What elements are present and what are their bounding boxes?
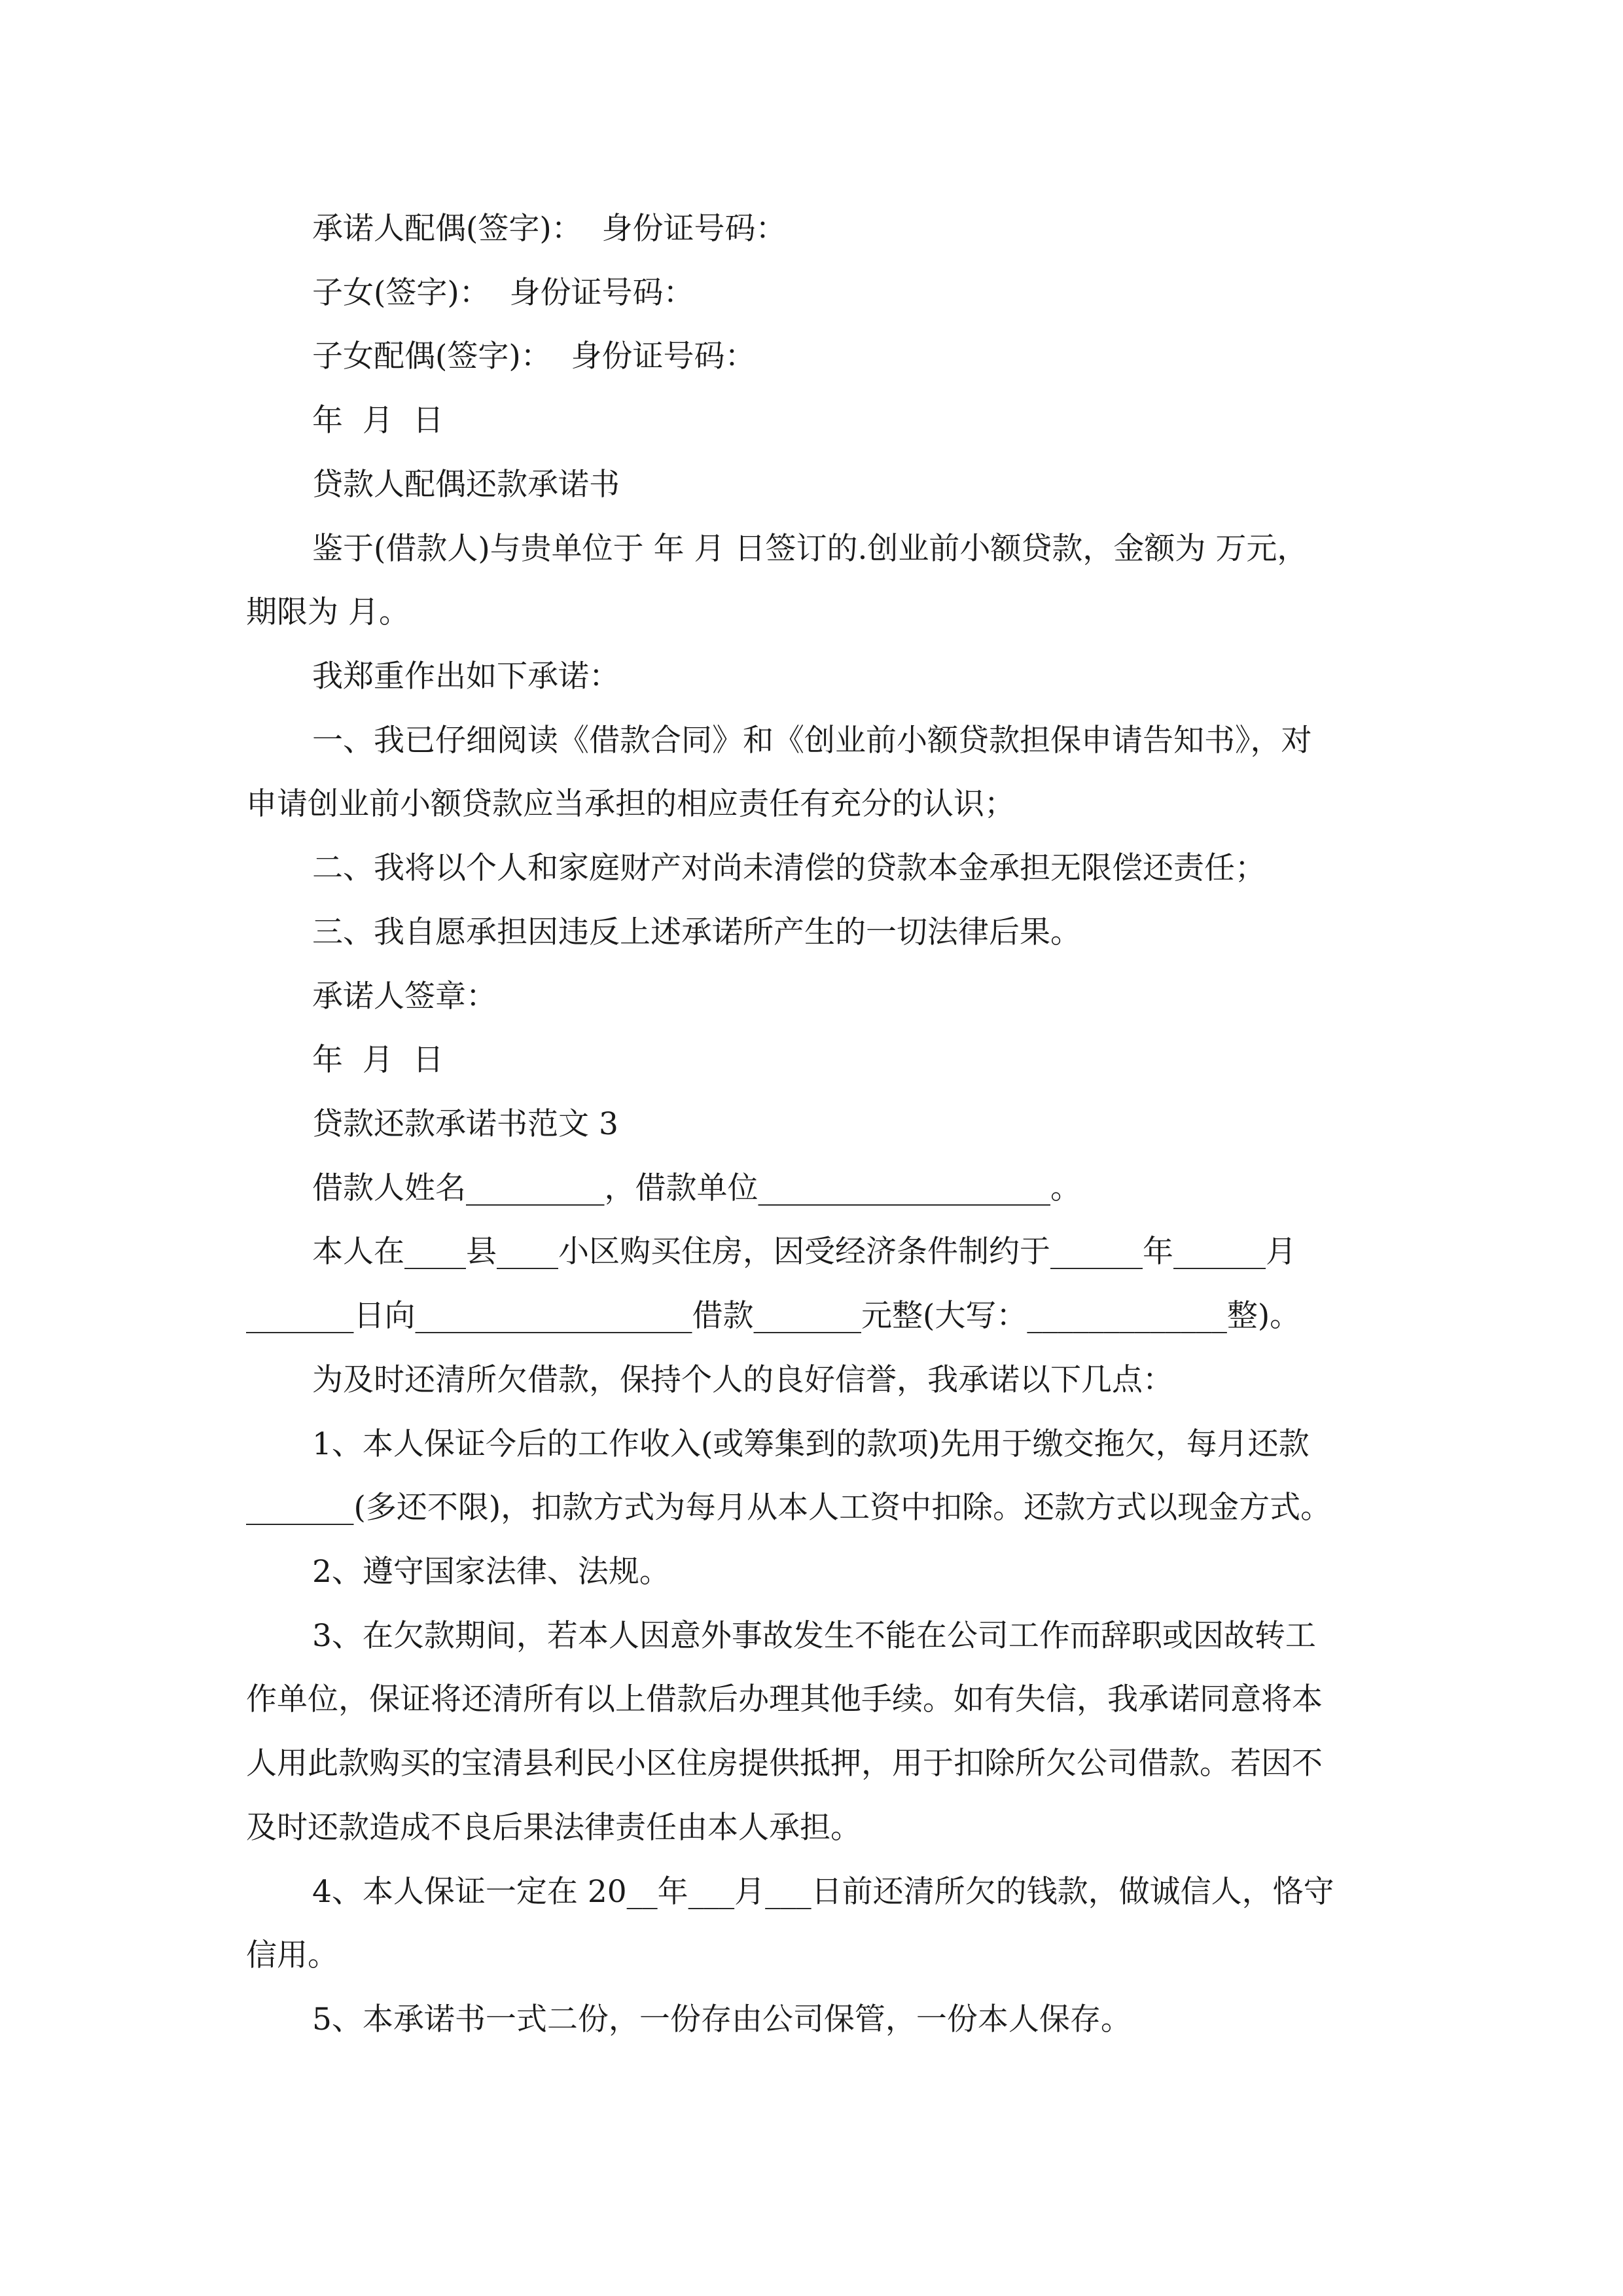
list-item: 4、本人保证一定在 20__年___月___日前还清所欠的钱款，做诚信人，恪守 [312,1874,1334,1910]
list-item: 5、本承诺书一式二份，一份存由公司保管，一份本人保存。 [312,2001,1132,2037]
list-item-continuation: 申请创业前小额贷款应当承担的相应责任有充分的认识； [246,786,1015,822]
spouse-signature-line: 承诺人配偶(签字)： 身份证号码： [312,211,787,247]
signature-line: 承诺人签章： [312,978,497,1014]
section-title: 贷款还款承诺书范文 3 [312,1106,618,1142]
section-title: 贷款人配偶还款承诺书 [312,467,620,503]
paragraph-line: 鉴于(借款人)与贵单位于 年 月 日签订的.创业前小额贷款，金额为 万元， [312,531,1308,567]
list-item: 二、我将以个人和家庭财产对尚未清偿的贷款本金承担无限偿还责任； [312,850,1266,886]
list-item-continuation: 及时还款造成不良后果法律责任由本人承担。 [246,1810,861,1846]
list-item-continuation: 人用此款购买的宝清县利民小区住房提供抵押，用于扣除所欠公司借款。若因不 [246,1746,1323,1782]
form-line: 本人在____县____小区购买住房，因受经济条件制约于______年______月 [312,1234,1296,1270]
date-line: 年 月 日 [312,403,444,439]
list-item: 一、我已仔细阅读《借款合同》和《创业前小额贷款担保申请告知书》，对 [312,723,1312,759]
list-item: 3、在欠款期间，若本人因意外事故发生不能在公司工作而辞职或因故转工 [312,1618,1316,1654]
paragraph-line: 我郑重作出如下承诺： [312,658,620,694]
child-spouse-signature-line: 子女配偶(签字)： 身份证号码： [312,338,756,374]
form-line: 借款人姓名_________，借款单位___________________。 [312,1170,1081,1206]
list-item: 1、本人保证今后的工作收入(或筹集到的款项)先用于缴交拖欠，每月还款 [312,1426,1310,1462]
list-item-continuation: _______(多还不限)，扣款方式为每月从本人工资中扣除。还款方式以现金方式。 [246,1490,1332,1526]
paragraph-line: 期限为 月。 [246,594,410,630]
date-line: 年 月 日 [312,1042,444,1078]
list-item: 三、我自愿承担因违反上述承诺所产生的一切法律后果。 [312,914,1081,950]
list-item: 2、遵守国家法律、法规。 [312,1554,670,1590]
paragraph-line: 为及时还清所欠借款，保持个人的良好信誉，我承诺以下几点： [312,1362,1173,1398]
list-item-continuation: 信用。 [246,1937,338,1973]
form-line: _______日向__________________借款_______元整(大写：_____________整)。 [246,1298,1301,1334]
child-signature-line: 子女(签字)： 身份证号码： [312,275,694,311]
list-item-continuation: 作单位，保证将还清所有以上借款后办理其他手续。如有失信，我承诺同意将本 [246,1681,1323,1717]
